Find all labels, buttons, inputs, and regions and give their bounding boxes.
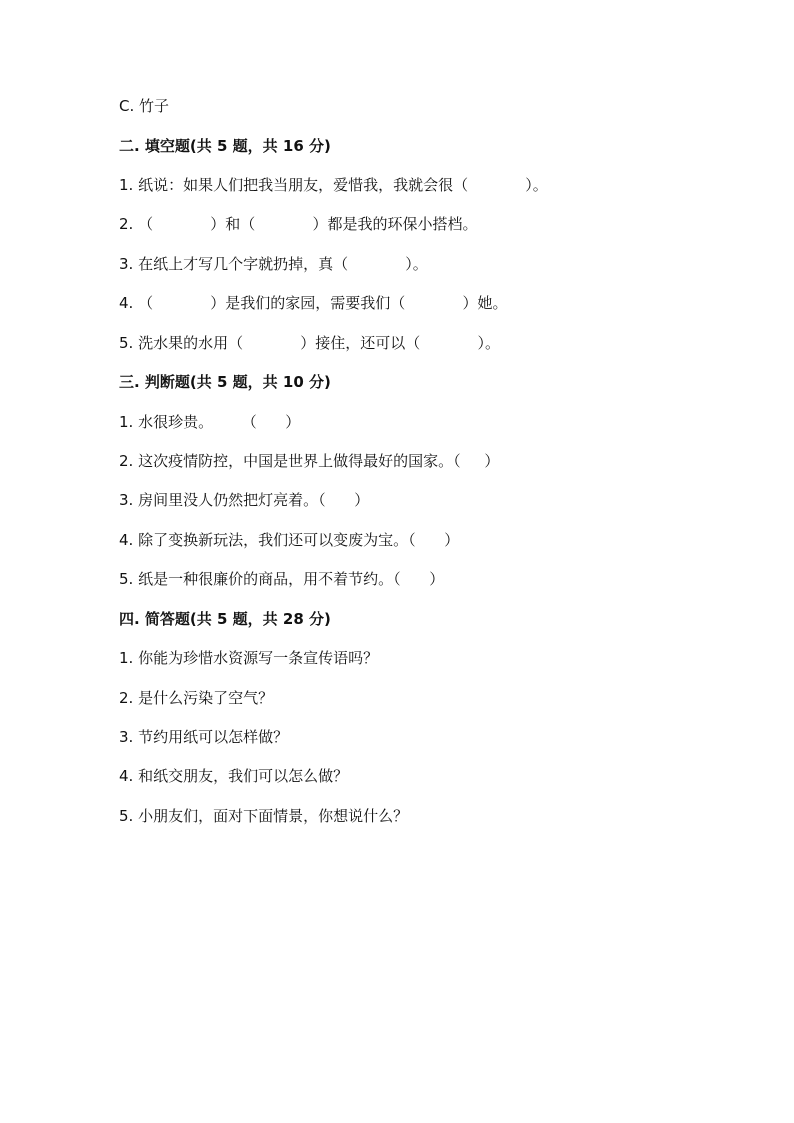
short-answer-question-2: 2. 是什么污染了空气？ xyxy=(119,689,274,707)
fill-blank-question-3: 3. 在纸上才写几个字就扔掉，真（ ）。 xyxy=(119,255,428,273)
true-false-question-1: 1. 水很珍贵。 （ ） xyxy=(119,413,301,431)
true-false-question-4: 4. 除了变换新玩法，我们还可以变废为宝。（ ） xyxy=(119,531,460,549)
short-answer-question-5: 5. 小朋友们，面对下面情景，你想说什么？ xyxy=(119,807,409,825)
true-false-question-5: 5. 纸是一种很廉价的商品，用不着节约。（ ） xyxy=(119,570,445,588)
fill-blank-question-2: 2. （ ）和（ ）都是我的环保小搭档。 xyxy=(119,215,478,233)
short-answer-question-3: 3. 节约用纸可以怎样做？ xyxy=(119,728,289,746)
section-4-heading: 四. 简答题(共 5 题，共 28 分) xyxy=(119,610,331,628)
fill-blank-question-4: 4. （ ）是我们的家园，需要我们（ ）她。 xyxy=(119,294,508,312)
option-c: C. 竹子 xyxy=(119,97,170,115)
fill-blank-question-1: 1. 纸说：如果人们把我当朋友，爱惜我，我就会很（ ）。 xyxy=(119,176,548,194)
section-3-heading: 三. 判断题(共 5 题，共 10 分) xyxy=(119,373,331,391)
true-false-question-2: 2. 这次疫情防控，中国是世界上做得最好的国家。（ ） xyxy=(119,452,500,470)
true-false-question-3: 3. 房间里没人仍然把灯亮着。（ ） xyxy=(119,491,370,509)
short-answer-question-1: 1. 你能为珍惜水资源写一条宣传语吗？ xyxy=(119,649,379,667)
section-2-heading: 二. 填空题(共 5 题，共 16 分) xyxy=(119,137,331,155)
short-answer-question-4: 4. 和纸交朋友，我们可以怎么做？ xyxy=(119,767,349,785)
fill-blank-question-5: 5. 洗水果的水用（ ）接住，还可以（ ）。 xyxy=(119,334,501,352)
